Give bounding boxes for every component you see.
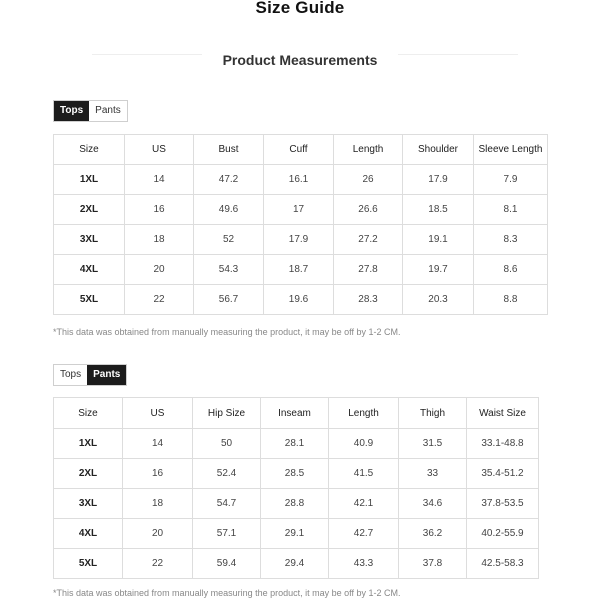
pants-tab-bar: [53, 364, 127, 386]
table-cell: 5XL: [54, 285, 125, 315]
table-cell: 17: [264, 195, 334, 225]
table-cell: 1XL: [54, 429, 123, 459]
table-cell: 1XL: [54, 165, 125, 195]
table-cell: 29.4: [261, 549, 329, 579]
table-cell: 14: [125, 165, 194, 195]
table-cell: 19.1: [403, 225, 474, 255]
measurement-note: *This data was obtained from manually measuring the product, it may be off by 1-2 CM.: [53, 588, 401, 598]
table-cell: 18: [123, 489, 193, 519]
table-cell: 18: [125, 225, 194, 255]
table-cell: 36.2: [399, 519, 467, 549]
table-row: [54, 255, 548, 285]
table-cell: 29.1: [261, 519, 329, 549]
table-cell: 52.4: [193, 459, 261, 489]
table-row: [54, 489, 539, 519]
tab-pants[interactable]: Pants: [87, 365, 126, 385]
tops-tab-bar: [53, 100, 128, 122]
section-title: Product Measurements: [222, 52, 378, 68]
table-header-row: [54, 135, 548, 165]
table-cell: 28.8: [261, 489, 329, 519]
table-cell: 18.7: [264, 255, 334, 285]
column-header: Hip Size: [193, 398, 261, 429]
column-header: Size: [54, 398, 123, 429]
table-cell: 52: [194, 225, 264, 255]
column-header: Waist Size: [467, 398, 539, 429]
table-cell: 35.4-51.2: [467, 459, 539, 489]
table-row: [54, 549, 539, 579]
tab-pants[interactable]: Pants: [89, 101, 127, 121]
table-cell: 20: [125, 255, 194, 285]
table-cell: 17.9: [403, 165, 474, 195]
table-cell: 42.7: [329, 519, 399, 549]
table-cell: 26.6: [334, 195, 403, 225]
table-row: [54, 165, 548, 195]
table-cell: 14: [123, 429, 193, 459]
table-cell: 8.8: [474, 285, 548, 315]
table-cell: 27.2: [334, 225, 403, 255]
table-cell: 42.1: [329, 489, 399, 519]
table-cell: 26: [334, 165, 403, 195]
column-header: Length: [334, 135, 403, 165]
table-cell: 20.3: [403, 285, 474, 315]
table-cell: 47.2: [194, 165, 264, 195]
table-cell: 3XL: [54, 225, 125, 255]
column-header: Cuff: [264, 135, 334, 165]
table-cell: 40.9: [329, 429, 399, 459]
table-cell: 57.1: [193, 519, 261, 549]
column-header: Size: [54, 135, 125, 165]
table-cell: 16: [123, 459, 193, 489]
measurement-note: *This data was obtained from manually measuring the product, it may be off by 1-2 CM.: [53, 327, 401, 337]
table-cell: 19.6: [264, 285, 334, 315]
table-cell: 18.5: [403, 195, 474, 225]
table-cell: 2XL: [54, 195, 125, 225]
table-cell: 7.9: [474, 165, 548, 195]
column-header: Inseam: [261, 398, 329, 429]
page-title: Size Guide: [255, 0, 345, 17]
table-row: [54, 459, 539, 489]
column-header: Sleeve Length: [474, 135, 548, 165]
table-cell: 4XL: [54, 255, 125, 285]
column-header: Shoulder: [403, 135, 474, 165]
table-cell: 34.6: [399, 489, 467, 519]
tab-tops[interactable]: Tops: [54, 101, 89, 121]
table-cell: 54.3: [194, 255, 264, 285]
table-cell: 40.2-55.9: [467, 519, 539, 549]
table-cell: 2XL: [54, 459, 123, 489]
table-cell: 22: [123, 549, 193, 579]
table-cell: 16: [125, 195, 194, 225]
column-header: Thigh: [399, 398, 467, 429]
pants-size-table: [53, 397, 539, 579]
table-cell: 16.1: [264, 165, 334, 195]
table-cell: 37.8: [399, 549, 467, 579]
table-row: [54, 285, 548, 315]
table-cell: 20: [123, 519, 193, 549]
table-cell: 17.9: [264, 225, 334, 255]
table-cell: 37.8-53.5: [467, 489, 539, 519]
table-cell: 56.7: [194, 285, 264, 315]
table-cell: 4XL: [54, 519, 123, 549]
table-cell: 28.1: [261, 429, 329, 459]
table-cell: 8.3: [474, 225, 548, 255]
table-cell: 33: [399, 459, 467, 489]
table-cell: 41.5: [329, 459, 399, 489]
table-cell: 27.8: [334, 255, 403, 285]
table-cell: 22: [125, 285, 194, 315]
table-cell: 49.6: [194, 195, 264, 225]
table-cell: 31.5: [399, 429, 467, 459]
table-cell: 42.5-58.3: [467, 549, 539, 579]
table-cell: 59.4: [193, 549, 261, 579]
table-row: [54, 195, 548, 225]
column-header: US: [123, 398, 193, 429]
table-cell: 28.5: [261, 459, 329, 489]
table-row: [54, 429, 539, 459]
table-row: [54, 225, 548, 255]
table-cell: 8.1: [474, 195, 548, 225]
table-row: [54, 519, 539, 549]
table-header-row: [54, 398, 539, 429]
column-header: US: [125, 135, 194, 165]
tab-tops[interactable]: Tops: [54, 365, 87, 385]
column-header: Bust: [194, 135, 264, 165]
table-cell: 50: [193, 429, 261, 459]
table-cell: 8.6: [474, 255, 548, 285]
table-cell: 19.7: [403, 255, 474, 285]
table-cell: 54.7: [193, 489, 261, 519]
table-cell: 3XL: [54, 489, 123, 519]
table-cell: 43.3: [329, 549, 399, 579]
tops-size-table: [53, 134, 548, 315]
table-cell: 5XL: [54, 549, 123, 579]
column-header: Length: [329, 398, 399, 429]
table-cell: 28.3: [334, 285, 403, 315]
table-cell: 33.1-48.8: [467, 429, 539, 459]
